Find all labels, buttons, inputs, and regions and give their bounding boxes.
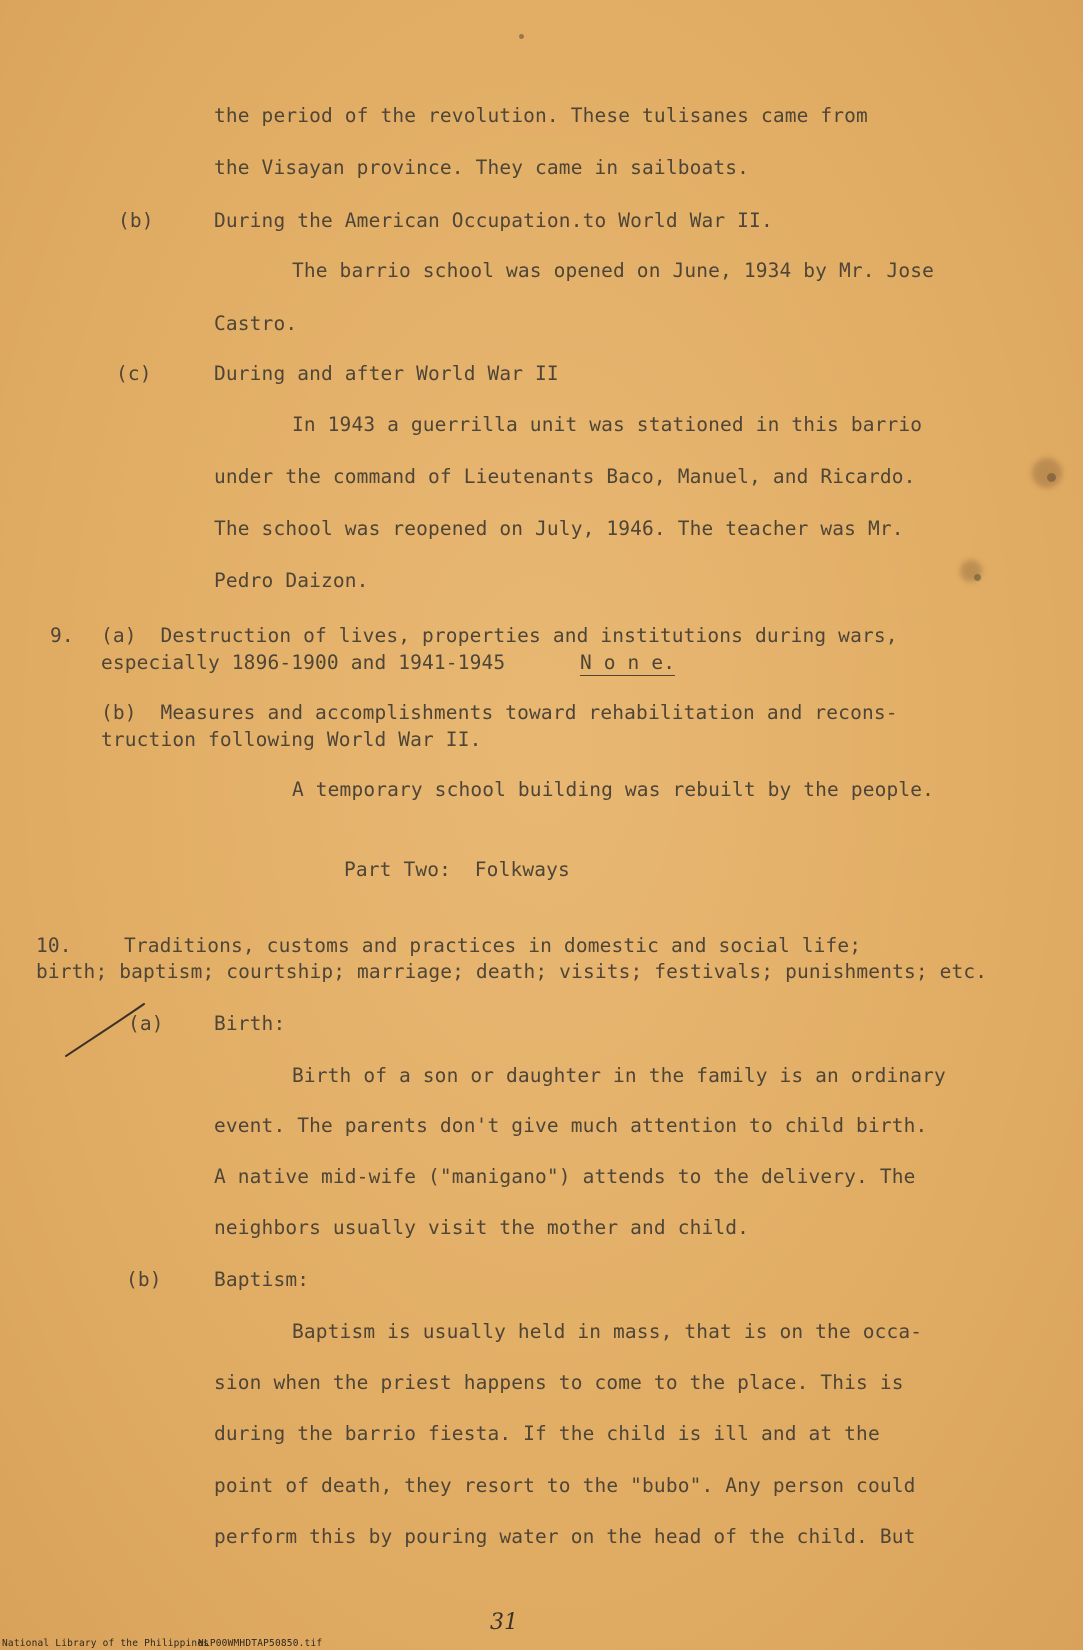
text-line: sion when the priest happens to come to the place. This is [214, 1371, 904, 1394]
text-line: point of death, they resort to the "bubo". Any person could [214, 1474, 916, 1497]
text-line: the Visayan province. They came in sailboats. [214, 156, 750, 179]
pen-stroke-mark [60, 998, 150, 1060]
text-line: (b) Measures and accomplishments toward rehabilitation and recons- [101, 701, 898, 724]
item-label: (a) [128, 1012, 164, 1035]
text-line: truction following World War II. [101, 728, 482, 751]
section-heading: Baptism: [214, 1268, 310, 1291]
paper-stain [1032, 458, 1062, 488]
text-line: under the command of Lieutenants Baco, Manuel, and Ricardo. [214, 465, 916, 488]
item-number: 10. [36, 934, 72, 957]
text-line: A temporary school building was rebuilt by the people. [292, 778, 935, 801]
text-line: during the barrio fiesta. If the child is ill and at the [214, 1422, 880, 1445]
section-heading: During the American Occupation.to World War II. [214, 209, 773, 232]
text-line: the period of the revolution. These tulisanes came from [214, 104, 868, 127]
text-line: Castro. [214, 312, 298, 335]
item-label: (b) [126, 1268, 162, 1291]
text-line: Traditions, customs and practices in domestic and social life; [124, 934, 862, 957]
paper-stain [960, 560, 982, 582]
section-heading: During and after World War II [214, 362, 559, 385]
footer-filename: NLP00WMHDTAP50850.tif [198, 1638, 323, 1649]
text-line: (a) Destruction of lives, properties and institutions during wars, [101, 624, 898, 647]
text-line: The school was reopened on July, 1946. The teacher was Mr. [214, 517, 904, 540]
text-line: neighbors usually visit the mother and child. [214, 1216, 750, 1239]
item-label: (b) [118, 209, 154, 232]
text-line: Birth of a son or daughter in the family is an ordinary [292, 1064, 946, 1087]
text-line: event. The parents don't give much attention to child birth. [214, 1114, 928, 1137]
text-line: Baptism is usually held in mass, that is on the occa- [292, 1320, 923, 1343]
item-label: (c) [116, 362, 152, 385]
part-heading: Part Two: Folkways [344, 858, 570, 881]
text-line: birth; baptism; courtship; marriage; death; visits; festivals; punishments; etc. [36, 960, 988, 983]
text-line: perform this by pouring water on the head of the child. But [214, 1525, 916, 1548]
page-number: 31 [490, 1610, 518, 1635]
text-line: A native mid-wife ("manigano") attends to the delivery. The [214, 1165, 916, 1188]
answer-none: N o n e. [580, 651, 676, 674]
paper-speck [519, 34, 524, 39]
footer-library: National Library of the Philippines [2, 1638, 210, 1649]
text-line: Pedro Daizon. [214, 569, 369, 592]
text-line: In 1943 a guerrilla unit was stationed in this barrio [292, 413, 923, 436]
text-line: especially 1896-1900 and 1941-1945 [101, 651, 506, 674]
section-heading: Birth: [214, 1012, 286, 1035]
item-number: 9. [50, 624, 74, 647]
text-line: The barrio school was opened on June, 1934 by Mr. Jose [292, 259, 935, 282]
